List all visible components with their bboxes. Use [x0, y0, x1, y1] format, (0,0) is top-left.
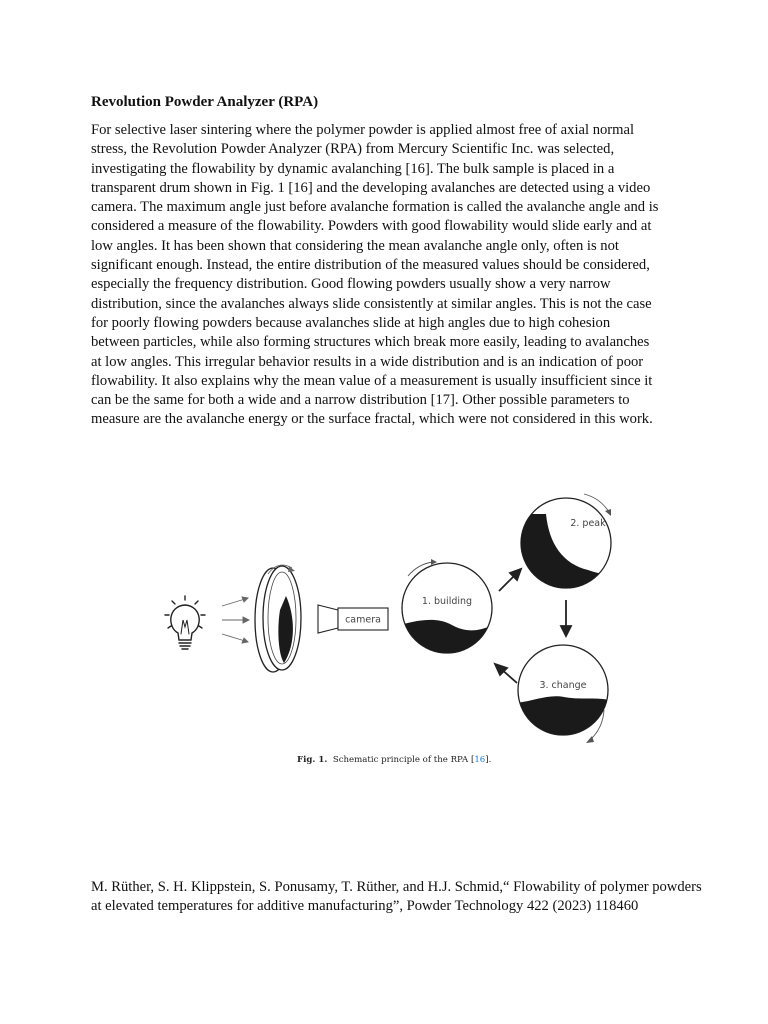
section-heading: Revolution Powder Analyzer (RPA) [91, 94, 319, 110]
paragraph-line: considered a measure of the flowability. Powders with good flowability would slide early and at [91, 218, 652, 235]
state-change [516, 645, 610, 743]
rpa-schematic [150, 478, 630, 783]
paragraph-line: distribution, since the avalanches always slide consistently at similar angles. This is not the case [91, 295, 652, 312]
paragraph-line: camera. The maximum angle just before avalanche formation is called the avalanche angle and is [91, 199, 659, 216]
reference-line: M. Rüther, S. H. Klippstein, S. Ponusamy, T. Rüther, and H.J. Schmid,“ Flowability of polymer powders [91, 879, 702, 895]
paragraph-line: measure are the avalanche energy or the surface fractal, which were not considered in this work. [91, 411, 653, 428]
paragraph-line: transparent drum shown in Fig. 1 [16] and the developing avalanches are detected using a video [91, 179, 651, 196]
state-building [400, 559, 495, 658]
paragraph-line: low angles. It has been shown that considering the mean avalanche angle only, often is not [91, 237, 619, 254]
light-bulb-icon [165, 596, 205, 649]
paragraph-line: For selective laser sintering where the polymer powder is applied almost free of axial normal [91, 122, 635, 138]
paragraph-line: can be the same for both a wide and a narrow distribution [17]. Other possible parameters to [91, 392, 630, 409]
caption-citation-link[interactable]: 16 [474, 755, 486, 765]
reference-citation [91, 878, 711, 917]
caption-prefix: Fig. 1. [297, 755, 328, 765]
paragraph-line: especially the frequency distribution. Good flowing powders usually show a very narrow [91, 276, 611, 293]
body-paragraph [91, 121, 701, 430]
paragraph-line: between particles, while also forming structures which break more easily, leading to avalanches [91, 334, 650, 351]
change-label: 3. change [539, 680, 587, 691]
caption-text: Schematic principle of the RPA [ [332, 755, 475, 765]
peak-label: 2. peak [570, 518, 606, 529]
rotating-drum [255, 565, 301, 672]
camera [318, 605, 388, 633]
paragraph-line: stress, the Revolution Powder Analyzer (RPA) from Mercury Scientific Inc. was selected, [91, 141, 615, 158]
paragraph-line: at low angles. This irregular behavior results in a wide distribution and is an indication of poor [91, 353, 644, 370]
paragraph-line: for poorly flowing powders because avalanches slide at high angles due to high cohesion [91, 314, 611, 331]
building-label: 1. building [421, 596, 473, 607]
camera-label: camera [345, 614, 381, 626]
caption-suffix: ]. [485, 755, 492, 765]
figure-caption [297, 754, 491, 766]
state-peak [518, 494, 612, 593]
paragraph-line: significant enough. Instead, the entire distribution of the measured values should be considered, [91, 257, 650, 274]
paragraph-line: investigating the flowability by dynamic avalanching [16]. The bulk sample is placed in a [91, 160, 615, 177]
light-ray-arrows [222, 597, 249, 643]
reference-line: at elevated temperatures for additive manufacturing”, Powder Technology 422 (2023) 118460 [91, 898, 639, 915]
rpa-figure [150, 478, 630, 783]
paragraph-line: flowability. It also explains why the mean value of a measurement is usually insufficient since it [91, 372, 653, 389]
